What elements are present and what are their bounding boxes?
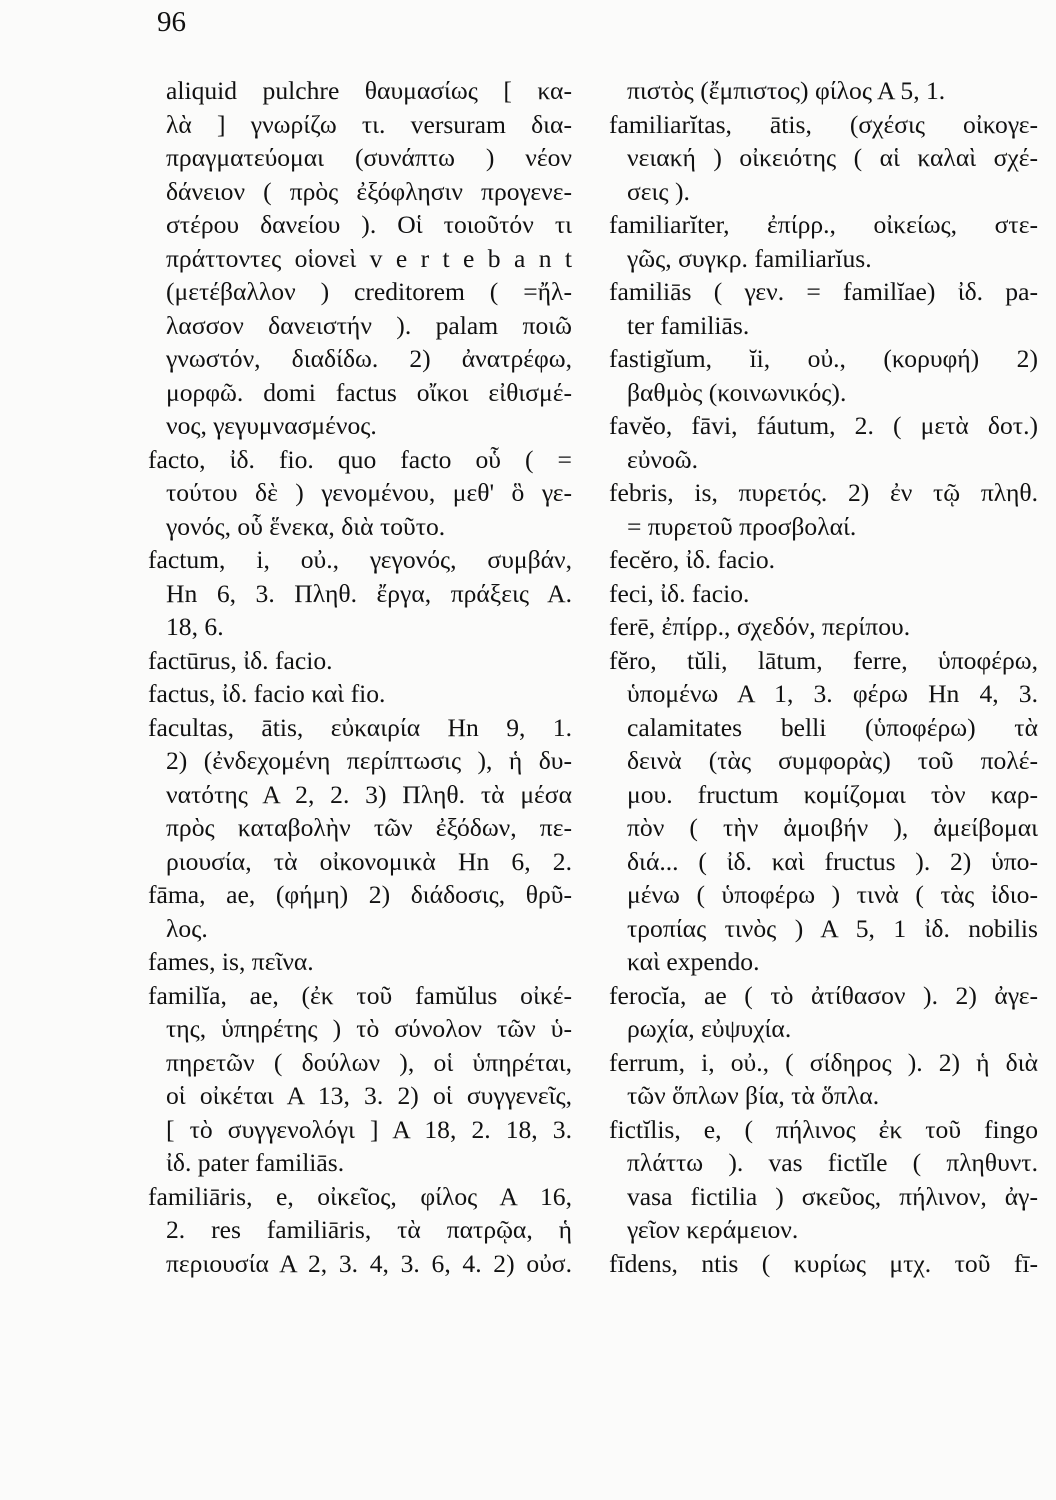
- dictionary-line: εὐνοῶ.: [627, 444, 699, 474]
- dictionary-line: [ τὸ συγγενολόγι ] Α 18, 2. 18, 3.: [166, 1114, 572, 1144]
- dictionary-line: ἰδ. pater familiās.: [166, 1148, 345, 1177]
- dictionary-line: πὸν ( τὴν ἀμοιβήν ), ἀμείβομαι: [627, 813, 1038, 842]
- dictionary-line: τῶν ὅπλων βία, τὰ ὅπλα.: [627, 1081, 880, 1110]
- dictionary-line: γνωστόν, διαδίδω. 2) ἀνατρέφω,: [166, 344, 572, 373]
- dictionary-line: λὰ ] γνωρίζω τι. versuram δια-: [166, 109, 572, 139]
- dictionary-line: fastigĭum, ĭi, οὐ., (κορυφή) 2): [609, 344, 1038, 373]
- right-column: [609, 74, 1038, 1280]
- dictionary-line: facultas, ātis, εὐκαιρία Ηn 9, 1.: [148, 712, 572, 742]
- dictionary-line: factūrus, ἰδ. facio.: [148, 645, 333, 675]
- dictionary-line: fĕro, tŭli, lātum, ferre, ὑποφέρω,: [609, 645, 1038, 675]
- dictionary-line: της, ὑπηρέτης ) τὸ σύνολον τῶν ὑ-: [166, 1014, 572, 1043]
- dictionary-line: νος, γεγυμνασμένος.: [166, 411, 377, 440]
- dictionary-line: factum, i, οὐ., γεγονός, συμβάν,: [148, 545, 572, 574]
- dictionary-line: διά... ( ἰδ. καὶ fructus ). 2) ὑπο-: [627, 846, 1038, 876]
- dictionary-line: σεις ).: [627, 176, 690, 206]
- dictionary-line: μορφῶ. domi factus οἴκοι εἰθισμέ-: [166, 377, 572, 407]
- dictionary-line: fīdens, ntis ( κυρίως μτχ. τοῦ fī-: [609, 1248, 1038, 1278]
- dictionary-line: μένω ( ὑποφέρω ) τινὰ ( τὰς ἰδιο-: [627, 880, 1038, 909]
- left-column: [148, 74, 572, 1280]
- dictionary-line: λασσον δανειστήν ). palam ποιῶ: [166, 310, 572, 340]
- dictionary-line: feci, ἰδ. facio.: [609, 578, 750, 608]
- dictionary-line: calamitates belli (ὑποφέρω) τὰ: [627, 712, 1038, 742]
- dictionary-line: febris, is, πυρετός. 2) ἐν τῷ πληθ.: [609, 478, 1038, 507]
- dictionary-line: fictĭlis, e, ( πήλινος ἐκ τοῦ fingo: [609, 1114, 1038, 1144]
- dictionary-line: δάνειον ( πρὸς ἐξόφλησιν προγενε-: [166, 176, 572, 206]
- dictionary-line: ρωχία, εὐψυχία.: [627, 1014, 792, 1043]
- dictionary-line: familiarĭtas, ātis, (σχέσις οἰκογε-: [609, 109, 1038, 139]
- dictionary-line: δεινὰ (τὰς συμφορὰς) τοῦ πολέ-: [627, 746, 1038, 775]
- dictionary-line: γεῖον κεράμειον.: [627, 1215, 799, 1244]
- dictionary-line: γῶς, συγκρ. familiarĭus.: [627, 243, 872, 273]
- dictionary-line: γονός, οὗ ἕνεκα, διὰ τοῦτο.: [166, 511, 446, 541]
- dictionary-line: aliquid pulchre θαυμασίως [ κα-: [166, 76, 572, 105]
- dictionary-line: πλάττω ). vas fictĭle ( πληθυντ.: [627, 1148, 1038, 1177]
- dictionary-line: 18, 6.: [166, 612, 224, 641]
- dictionary-line: factus, ἰδ. facio καὶ fio.: [148, 679, 386, 708]
- dictionary-line: fāma, ae, (φήμη) 2) διάδοσις, θρῦ-: [148, 880, 572, 909]
- dictionary-line: πιστὸς (ἔμπιστος) φίλος Α 5, 1.: [627, 76, 946, 105]
- dictionary-line: λος.: [166, 913, 208, 943]
- dictionary-line: καὶ expendo.: [627, 947, 760, 976]
- dictionary-line: familĭa, ae, (ἐκ τοῦ famŭlus οἰκέ-: [148, 980, 572, 1010]
- dictionary-line: favĕo, fāvi, fáutum, 2. ( μετὰ δοτ.): [609, 411, 1038, 440]
- page-number: 96: [157, 6, 186, 38]
- dictionary-line: = πυρετοῦ προσβολαί.: [627, 511, 857, 541]
- dictionary-line: νειακή ) οἰκειότης ( αἱ καλαὶ σχέ-: [627, 143, 1038, 172]
- dictionary-line: facto, ἰδ. fio. quo facto οὗ ( =: [148, 444, 572, 474]
- dictionary-line: βαθμὸς (κοινωνικός).: [627, 377, 847, 407]
- dictionary-line: τροπίας τινὸς ) Α 5, 1 ἰδ. nobilis: [627, 913, 1038, 943]
- dictionary-line: ferrum, i, οὐ., ( σίδηρος ). 2) ἡ διὰ: [609, 1047, 1038, 1077]
- dictionary-line: οἱ οἰκέται Α 13, 3. 2) οἱ συγγενεῖς,: [166, 1081, 572, 1110]
- dictionary-line: πρὸς καταβολὴν τῶν ἐξόδων, πε-: [166, 813, 572, 842]
- dictionary-line: νατότης Α 2, 2. 3) Πληθ. τὰ μέσα: [166, 779, 572, 809]
- dictionary-line: vasa fictilia ) σκεῦος, πήλινον, ἀγ-: [627, 1181, 1038, 1211]
- dictionary-line: περιουσία Α 2, 3. 4, 3. 6, 4. 2) οὐσ.: [166, 1248, 572, 1278]
- dictionary-line: στέρου δανείου ). Οἱ τοιοῦτόν τι: [166, 210, 572, 239]
- dictionary-line: πράττοντες οἱονεὶ v e r t e b a n t: [166, 243, 572, 273]
- dictionary-line: fecĕro, ἰδ. facio.: [609, 545, 776, 574]
- dictionary-line: fames, is, πεῖνα.: [148, 947, 314, 976]
- dictionary-line: familiarĭter, ἐπίρρ., οἰκείως, στε-: [609, 210, 1038, 239]
- dictionary-line: ριουσία, τὰ οἰκονομικὰ Ηn 6, 2.: [166, 846, 572, 876]
- dictionary-line: πραγματεύομαι (συνάπτω ) νέον: [166, 143, 572, 172]
- dictionary-line: 2. res familiāris, τὰ πατρῷα, ἡ: [166, 1215, 572, 1244]
- dictionary-line: (μετέβαλλον ) creditorem ( =ἤλ-: [166, 277, 572, 306]
- dictionary-line: ὑπομένω Α 1, 3. φέρω Ηn 4, 3.: [627, 679, 1038, 708]
- dictionary-line: πηρετῶν ( δούλων ), οἱ ὑπηρέται,: [166, 1047, 572, 1077]
- dictionary-line: familiāris, e, οἰκεῖος, φίλος Α 16,: [148, 1181, 572, 1211]
- dictionary-line: 2) (ἐνδεχομένη περίπτωσις ), ἡ δυ-: [166, 746, 572, 775]
- dictionary-line: Ηn 6, 3. Πληθ. ἔργα, πράξεις Α.: [166, 578, 572, 608]
- dictionary-line: ter familiās.: [627, 310, 750, 340]
- dictionary-line: ferocĭa, ae ( τὸ ἀτίθασον ). 2) ἀγε-: [609, 980, 1038, 1010]
- dictionary-line: μου. fructum κομίζομαι τὸν καρ-: [627, 779, 1038, 809]
- dictionary-line: familiās ( γεν. = familĭae) ἰδ. pa-: [609, 277, 1038, 306]
- dictionary-line: τούτου δὲ ) γενομένου, μεθ' ὃ γε-: [166, 478, 572, 507]
- dictionary-line: ferē, ἐπίρρ., σχεδόν, περίπου.: [609, 612, 911, 641]
